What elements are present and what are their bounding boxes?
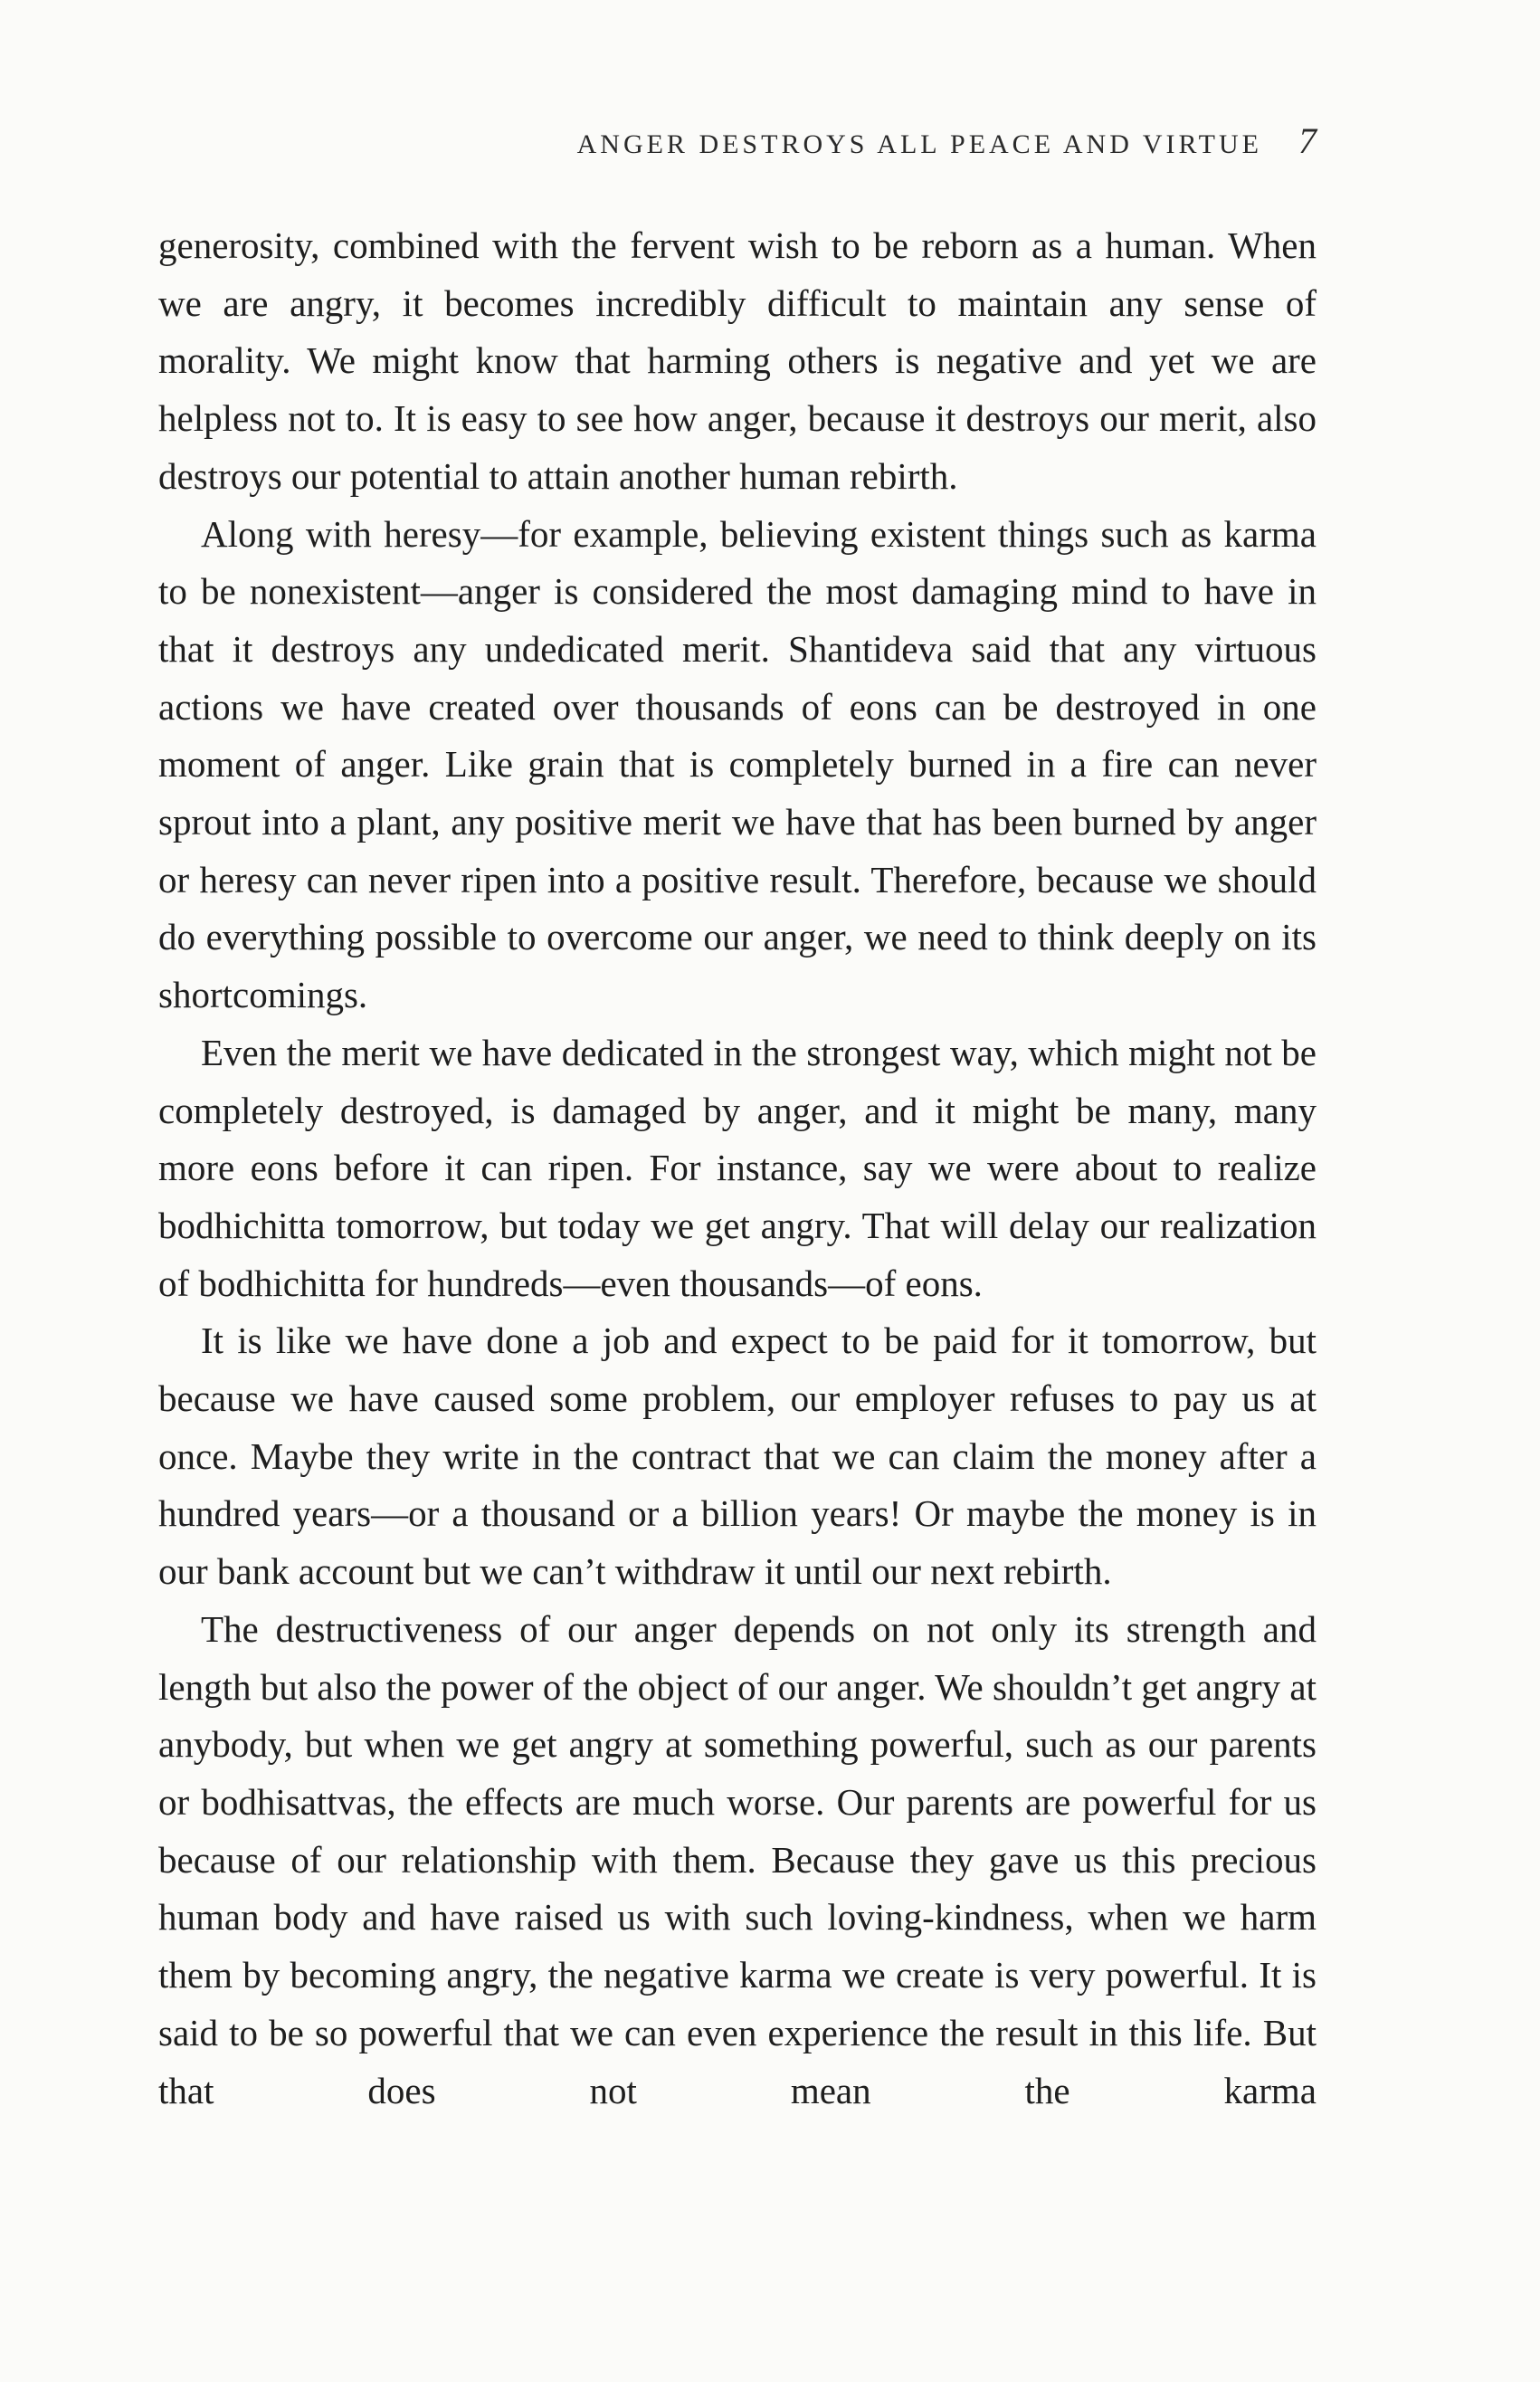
body-text <box>158 217 1317 2120</box>
paragraph-3: Even the merit we have dedicated in the strongest way, which might not be completely destroyed, is damaged by anger, and it might be many, many more eons before it can ripen. For instance, say we were about to realize bodhichitta tomorrow, but today we get angry. That will delay our realization of bodhichitta for hundreds—even thousands—of eons. <box>158 1031 1317 1304</box>
running-head <box>158 119 1317 167</box>
page-number: 7 <box>1298 120 1317 161</box>
paragraph-5: The destructiveness of our anger depends on not only its strength and length but also the power of the object of our anger. We shouldn’t get angry at anybody, but when we get angry at something powerful, such as our parents or bodhisattvas, the effects are much worse. Our parents are powerful for us because of our relationship with them. Because they gave us this precious human body and have raised us with such loving-kindness, when we harm them by becoming angry, the negative karma we create is very powerful. It is said to be so powerful that we can even experience the result in this life. But that does not mean the karma <box>158 1607 1317 2111</box>
paragraph-2: Along with heresy—for example, believing existent things such as karma to be nonexistent—anger is considered the most damaging mind to have in that it destroys any undedicated merit. Shantideva said that any virtuous actions we have created over thousands of eons can be destroyed in one moment of anger. Like grain that is completely burned in a fire can never sprout into a plant, any positive merit we have that has been burned by anger or heresy can never ripen into a positive result. Therefore, because we should do everything possible to overcome our anger, we need to think deeply on its shortcomings. <box>158 512 1317 1016</box>
running-head-title: ANGER DESTROYS ALL PEACE AND VIRTUE <box>576 129 1262 159</box>
paragraph-4: It is like we have done a job and expect to be paid for it tomorrow, but because we have caused some problem, our employer refuses to pay us at once. Maybe they write in the contract that we can claim the money after a hundred years—or a thousand or a billion years! Or maybe the money is in our bank account but we can’t withdraw it until our next rebirth. <box>158 1320 1317 1593</box>
paragraph-1: generosity, combined with the fervent wish to be reborn as a human. When we are angry, it becomes incredibly difficult to maintain any sense of morality. We might know that harming others is negative and yet we are helpless not to. It is easy to see how anger, because it destroys our merit, also destroys our potential to attain another human rebirth. <box>158 224 1317 497</box>
